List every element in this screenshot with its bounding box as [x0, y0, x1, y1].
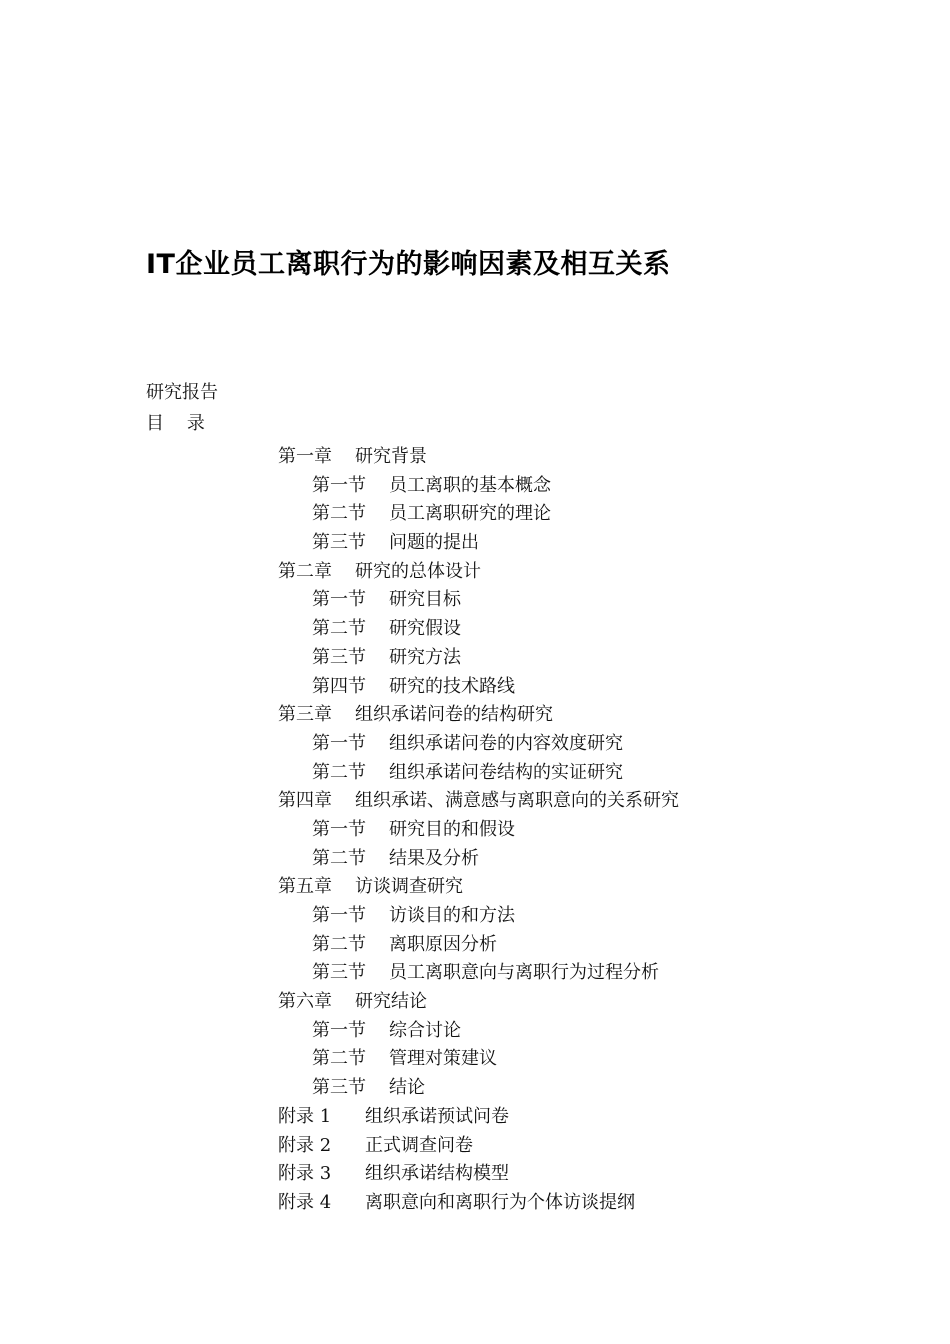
toc-entry-chapter [0, 701, 950, 730]
toc-entry-appendix [0, 1160, 950, 1189]
toc-entry-section [0, 1017, 950, 1046]
toc-entry-number: 第一节 [312, 732, 366, 754]
toc-entry-title: 问题的提出 [389, 532, 479, 554]
toc-entry-number: 第六章 [278, 991, 332, 1013]
toc-entry-number: 第四节 [312, 675, 366, 697]
toc-entry-title: 研究背景 [355, 446, 427, 467]
toc-entry-number: 第三节 [312, 962, 366, 984]
table-of-contents [0, 443, 950, 1218]
toc-entry-section [0, 931, 950, 960]
toc-entry-title: 综合讨论 [389, 1019, 461, 1041]
toc-entry-title: 员工离职研究的理论 [389, 503, 551, 525]
toc-entry-number: 第一节 [312, 1019, 366, 1041]
toc-entry-section [0, 586, 950, 615]
toc-entry-chapter [0, 988, 950, 1017]
toc-entry-section [0, 902, 950, 931]
toc-entry-number: 第五章 [278, 876, 332, 898]
toc-entry-section [0, 845, 950, 874]
toc-entry-chapter [0, 873, 950, 902]
toc-entry-title: 组织承诺预试问卷 [365, 1105, 509, 1127]
toc-entry-number: 附录 1 [278, 1105, 332, 1127]
toc-entry-number: 第二节 [312, 847, 366, 869]
report-label: 研究报告 [146, 382, 218, 403]
toc-entry-section [0, 472, 950, 501]
toc-entry-title: 访谈调查研究 [355, 876, 463, 898]
toc-entry-chapter [0, 558, 950, 587]
toc-entry-section [0, 816, 950, 845]
toc-heading: 目 录 [146, 413, 205, 434]
toc-entry-title: 研究的总体设计 [355, 560, 481, 582]
toc-entry-section [0, 644, 950, 673]
toc-entry-chapter [0, 443, 950, 472]
toc-entry-number: 第二节 [312, 618, 366, 640]
toc-entry-number: 第三节 [312, 646, 366, 668]
toc-entry-section [0, 500, 950, 529]
toc-entry-title: 离职原因分析 [389, 933, 497, 955]
toc-entry-number: 第一节 [312, 818, 366, 840]
toc-entry-number: 第一节 [312, 589, 366, 611]
toc-entry-title: 组织承诺结构模型 [365, 1163, 509, 1185]
toc-entry-number: 第一章 [278, 446, 332, 467]
toc-entry-title: 离职意向和离职行为个体访谈提纲 [365, 1191, 635, 1213]
toc-entry-section [0, 730, 950, 759]
toc-entry-title: 研究的技术路线 [389, 675, 515, 697]
toc-entry-title: 组织承诺问卷的内容效度研究 [389, 732, 623, 754]
toc-entry-title: 员工离职意向与离职行为过程分析 [389, 962, 659, 984]
toc-entry-section [0, 759, 950, 788]
toc-entry-title: 组织承诺问卷结构的实证研究 [389, 761, 623, 783]
toc-entry-number: 第二节 [312, 1048, 366, 1070]
toc-entry-number: 第二节 [312, 503, 366, 525]
toc-entry-title: 员工离职的基本概念 [389, 474, 551, 496]
toc-entry-title: 结果及分析 [389, 847, 479, 869]
toc-entry-number: 第一节 [312, 474, 366, 496]
toc-entry-title: 研究方法 [389, 646, 461, 668]
toc-entry-section [0, 959, 950, 988]
toc-entry-number: 附录 2 [278, 1134, 332, 1156]
toc-entry-title: 组织承诺问卷的结构研究 [355, 704, 553, 726]
toc-entry-section [0, 529, 950, 558]
toc-entry-appendix [0, 1103, 950, 1132]
toc-entry-title: 研究目的和假设 [389, 818, 515, 840]
toc-entry-title: 管理对策建议 [389, 1048, 497, 1070]
toc-entry-appendix [0, 1132, 950, 1161]
toc-entry-section [0, 1045, 950, 1074]
toc-entry-title: 结论 [389, 1077, 425, 1099]
toc-entry-number: 附录 4 [278, 1191, 332, 1213]
toc-entry-number: 第一节 [312, 905, 366, 926]
toc-entry-title: 组织承诺、满意感与离职意向的关系研究 [355, 790, 679, 812]
toc-entry-appendix [0, 1189, 950, 1218]
toc-entry-number: 第三节 [312, 1077, 366, 1099]
toc-entry-title: 研究目标 [389, 589, 461, 611]
toc-entry-section [0, 1074, 950, 1103]
toc-entry-number: 第二节 [312, 933, 366, 955]
toc-entry-title: 研究结论 [355, 991, 427, 1013]
toc-entry-section [0, 615, 950, 644]
toc-entry-number: 第二节 [312, 761, 366, 783]
toc-entry-number: 第三节 [312, 532, 366, 554]
toc-entry-chapter [0, 787, 950, 816]
toc-entry-number: 第二章 [278, 560, 332, 582]
document-title: IT企业员工离职行为的影响因素及相互关系 [146, 249, 671, 280]
toc-entry-number: 第四章 [278, 790, 332, 812]
toc-entry-section [0, 673, 950, 702]
toc-entry-number: 第三章 [278, 704, 332, 726]
toc-entry-title: 研究假设 [389, 618, 461, 640]
toc-entry-number: 附录 3 [278, 1163, 332, 1185]
toc-entry-title: 访谈目的和方法 [389, 905, 515, 926]
toc-entry-title: 正式调查问卷 [365, 1134, 473, 1156]
